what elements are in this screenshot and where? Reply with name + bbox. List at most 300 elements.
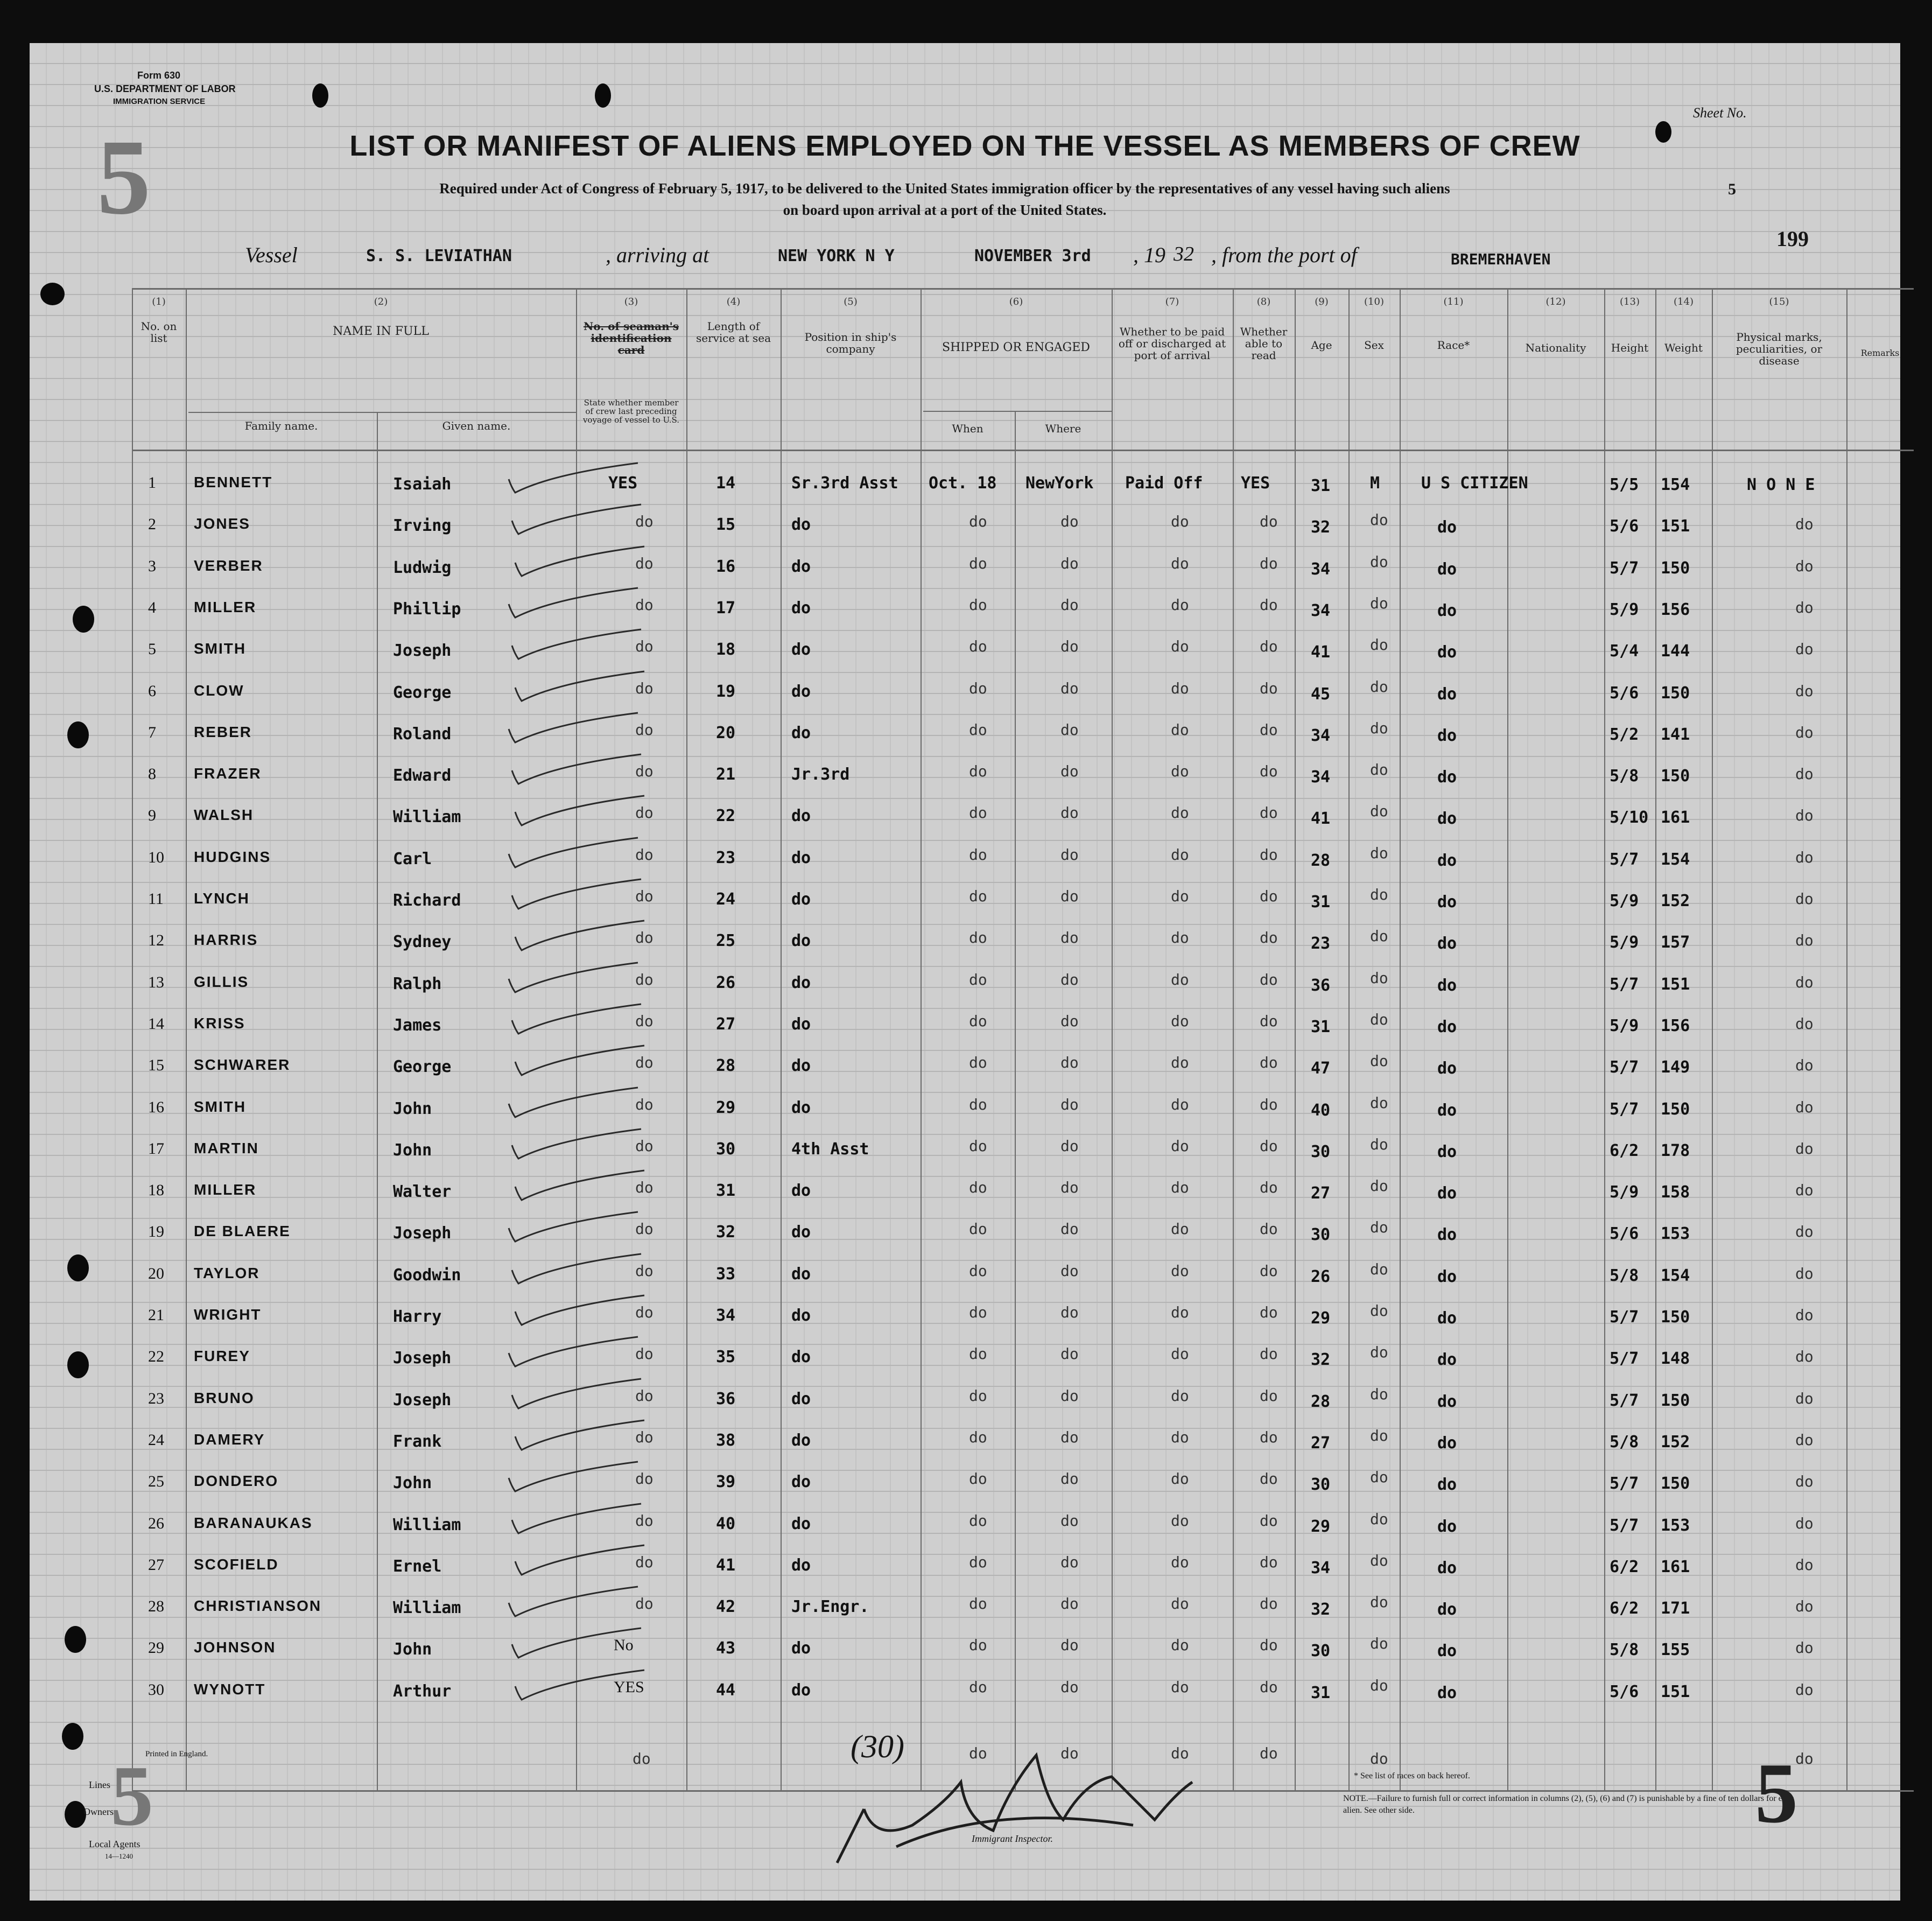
length-of-service: 39 (716, 1473, 736, 1492)
able-to-read: do (1260, 1386, 1278, 1405)
header-when: When (952, 422, 983, 435)
able-to-read: do (1260, 804, 1278, 822)
check-mark (510, 1043, 655, 1081)
trailing-ditto: do (1795, 1750, 1814, 1768)
height: 5/5 (1610, 475, 1639, 494)
weight: 150 (1661, 767, 1690, 786)
row-number: 21 (148, 1306, 164, 1324)
family-name: MARTIN (194, 1139, 259, 1156)
position: do (791, 848, 811, 867)
col-num: (12) (1545, 296, 1566, 307)
race: do (1437, 1350, 1457, 1370)
family-name: KRISS (194, 1014, 245, 1032)
age: 30 (1311, 1225, 1331, 1245)
page-number: 199 (1776, 227, 1809, 251)
col-num: (15) (1769, 296, 1789, 307)
punch-hole (65, 1626, 86, 1653)
header-name-in-full: NAME IN FULL (333, 325, 429, 338)
shipped-when: do (969, 1678, 987, 1696)
header-previous-voyage: State whether member of crew last preceding voyage of vessel to U.S. (582, 398, 680, 425)
shipped-when: do (969, 1345, 987, 1363)
check-mark (510, 1418, 655, 1455)
family-name: HUDGINS (194, 848, 271, 865)
department: U.S. DEPARTMENT OF LABOR (94, 83, 236, 94)
header-weight: Weight (1664, 341, 1703, 354)
header-shipped-engaged: SHIPPED OR ENGAGED (942, 341, 1090, 354)
race: do (1437, 1142, 1457, 1161)
paid-off: do (1171, 720, 1189, 739)
physical-marks: do (1795, 1098, 1814, 1116)
paid-off: do (1171, 595, 1189, 614)
age: 34 (1311, 1558, 1331, 1578)
race: do (1437, 1642, 1457, 1661)
from-port: BREMERHAVEN (1451, 250, 1551, 268)
family-name: MILLER (194, 1181, 257, 1198)
position: do (791, 1348, 811, 1367)
given-name: John (393, 1640, 432, 1659)
age: 31 (1311, 1017, 1331, 1036)
row-number: 10 (148, 848, 164, 866)
paid-off: do (1171, 887, 1189, 905)
height: 5/2 (1610, 725, 1639, 744)
shipped-when: do (969, 804, 987, 822)
physical-marks: do (1795, 1014, 1814, 1033)
shipped-when: do (969, 1137, 987, 1155)
row-number: 11 (148, 890, 164, 908)
family-name: FUREY (194, 1348, 250, 1365)
age: 28 (1311, 851, 1331, 870)
form-code: 14—1240 (105, 1852, 133, 1860)
previous-voyage: do (635, 1345, 654, 1363)
height: 5/9 (1610, 892, 1639, 910)
shipped-when: do (969, 970, 987, 988)
race: do (1437, 768, 1457, 787)
sex: do (1370, 1426, 1388, 1445)
length-of-service: 14 (716, 474, 736, 493)
family-name: DONDERO (194, 1473, 279, 1490)
paid-off: do (1171, 1261, 1189, 1280)
header-sex: Sex (1364, 339, 1384, 352)
physical-marks: do (1795, 973, 1814, 991)
physical-marks: do (1795, 682, 1814, 700)
race: do (1437, 1309, 1457, 1328)
height: 5/7 (1610, 558, 1639, 578)
weight: 171 (1661, 1599, 1690, 1618)
given-name: Ernel (393, 1557, 442, 1576)
check-mark (503, 1085, 649, 1123)
able-to-read: do (1260, 554, 1278, 572)
row-number: 9 (148, 807, 156, 825)
punch-hole (40, 283, 65, 305)
height: 5/9 (1610, 1016, 1639, 1035)
position: do (791, 890, 811, 909)
col-num: (8) (1256, 296, 1271, 307)
previous-voyage: do (635, 1054, 654, 1072)
family-name: JONES (194, 515, 250, 532)
physical-marks: N O N E (1747, 475, 1815, 494)
shipped-where: do (1060, 720, 1079, 739)
length-of-service: 44 (716, 1680, 736, 1700)
year-label: , 19 (1133, 243, 1165, 267)
row-number: 7 (148, 723, 156, 741)
penalty-note: NOTE.—Failure to furnish full or correct information in columns (2), (5), (6) and (7) is punishable by a fine of ten dollars for each alien. See other side. (1343, 1794, 1794, 1815)
previous-voyage: No (614, 1636, 634, 1654)
shipped-where: do (1060, 1137, 1079, 1155)
position: do (791, 682, 811, 701)
able-to-read: do (1260, 1220, 1278, 1238)
row-number: 4 (148, 598, 156, 616)
race: do (1437, 1100, 1457, 1120)
shipped-when: do (969, 1428, 987, 1446)
shipped-where: do (1060, 1054, 1079, 1072)
col-num: (6) (1009, 296, 1023, 307)
sex: do (1370, 636, 1388, 654)
row-number: 28 (148, 1597, 164, 1616)
shipped-when: do (969, 1636, 987, 1654)
sheet-label: Sheet No. (1693, 105, 1747, 121)
given-name: Richard (393, 891, 461, 910)
header-id-card: No. of seaman's identification card (583, 320, 679, 356)
race: do (1437, 518, 1457, 537)
big-numeral-right: 5 (1755, 1745, 1798, 1841)
given-name: John (393, 1140, 432, 1160)
given-name: Harry (393, 1307, 442, 1326)
family-name: CHRISTIANSON (194, 1597, 322, 1615)
height: 6/2 (1610, 1141, 1639, 1160)
position: do (791, 640, 811, 660)
position: do (791, 1431, 811, 1450)
row-number: 29 (148, 1639, 164, 1657)
given-name: Irving (393, 516, 452, 536)
header-physical-marks: Physical marks, peculiarities, or disease (1736, 331, 1823, 367)
position: do (791, 515, 811, 535)
able-to-read: do (1260, 720, 1278, 739)
previous-voyage: do (635, 1012, 654, 1030)
previous-voyage: do (635, 554, 654, 572)
sex: do (1370, 1635, 1388, 1653)
sex: do (1370, 802, 1388, 821)
height: 6/2 (1610, 1599, 1639, 1618)
given-name: Goodwin (393, 1265, 461, 1285)
shipped-when: do (969, 1261, 987, 1280)
length-of-service: 27 (716, 1014, 736, 1034)
previous-voyage: do (635, 1470, 654, 1488)
given-name: Roland (393, 724, 452, 744)
shipped-when: do (969, 1095, 987, 1113)
paid-off: do (1171, 1636, 1189, 1654)
able-to-read: YES (1241, 474, 1270, 493)
paid-off: do (1171, 1595, 1189, 1613)
punch-hole (67, 1351, 89, 1378)
trailing-ditto: do (1260, 1744, 1278, 1762)
weight: 151 (1661, 517, 1690, 536)
previous-voyage: do (635, 1553, 654, 1571)
header-length-service: Length of service at sea (695, 320, 771, 345)
sex: do (1370, 1551, 1388, 1569)
height: 5/7 (1610, 1474, 1639, 1494)
able-to-read: do (1260, 929, 1278, 947)
previous-voyage: YES (614, 1678, 644, 1696)
previous-voyage: do (635, 804, 654, 822)
given-name: John (393, 1099, 432, 1118)
age: 27 (1311, 1184, 1331, 1203)
physical-marks: do (1795, 1306, 1814, 1324)
weight: 150 (1661, 558, 1690, 578)
shipped-where: do (1060, 679, 1079, 697)
position: do (791, 1264, 811, 1284)
position: do (791, 1014, 811, 1034)
header-position: Position in ship's company (804, 331, 897, 355)
sex: M (1370, 474, 1380, 493)
sex: do (1370, 1052, 1388, 1070)
sex: do (1370, 1093, 1388, 1112)
race: do (1437, 893, 1457, 912)
check-mark (510, 1543, 655, 1580)
subtitle-line-1: Required under Act of Congress of February 5, 1917, to be delivered to the United States immigration officer by the representatives of any vessel having such aliens (439, 180, 1450, 197)
race: do (1437, 976, 1457, 995)
physical-marks: do (1795, 1555, 1814, 1574)
weight: 161 (1661, 1557, 1690, 1576)
able-to-read: do (1260, 1179, 1278, 1197)
punch-hole (67, 1254, 89, 1281)
paid-off: do (1171, 554, 1189, 572)
physical-marks: do (1795, 1680, 1814, 1699)
col-num: (1) (152, 296, 166, 307)
paid-off: do (1171, 679, 1189, 697)
shipped-where: do (1060, 637, 1079, 656)
row-number: 5 (148, 640, 156, 658)
big-numeral-left: 5 (110, 1748, 153, 1843)
able-to-read: do (1260, 1636, 1278, 1654)
header-where: Where (1045, 422, 1081, 435)
physical-marks: do (1795, 1389, 1814, 1407)
family-name: SMITH (194, 1098, 247, 1115)
age: 31 (1311, 476, 1331, 495)
shipped-where: do (1060, 1303, 1079, 1321)
subtitle-line-2: on board upon arrival at a port of the United States. (783, 202, 1107, 218)
header-age: Age (1311, 339, 1332, 352)
check-mark (503, 1459, 649, 1497)
age: 41 (1311, 809, 1331, 829)
height: 5/10 (1610, 808, 1649, 828)
position: Jr.3rd (791, 765, 850, 784)
able-to-read: do (1260, 1428, 1278, 1446)
able-to-read: do (1260, 513, 1278, 531)
height: 5/8 (1610, 1640, 1639, 1660)
age: 32 (1311, 518, 1331, 537)
weight: 156 (1661, 1016, 1690, 1035)
able-to-read: do (1260, 1261, 1278, 1280)
row-number: 6 (148, 682, 156, 700)
weight: 178 (1661, 1141, 1690, 1160)
trailing-ditto: do (969, 1744, 987, 1762)
sex: do (1370, 1593, 1388, 1611)
given-name: Ralph (393, 974, 442, 993)
previous-voyage: do (635, 1386, 654, 1405)
check-mark (503, 960, 649, 998)
check-mark (507, 627, 652, 664)
height: 5/4 (1610, 642, 1639, 661)
position: Jr.Engr. (791, 1597, 869, 1617)
previous-voyage: do (635, 970, 654, 988)
shipped-where: do (1060, 1220, 1079, 1238)
paid-off: do (1171, 1303, 1189, 1321)
sex: do (1370, 1010, 1388, 1028)
paid-off: do (1171, 929, 1189, 947)
weight: 158 (1661, 1183, 1690, 1202)
form-number: Form 630 (137, 70, 181, 81)
able-to-read: do (1260, 970, 1278, 988)
family-name: VERBER (194, 557, 263, 574)
race: do (1437, 1600, 1457, 1619)
physical-marks: do (1795, 1514, 1814, 1532)
family-name: WALSH (194, 807, 254, 824)
length-of-service: 23 (716, 848, 736, 867)
able-to-read: do (1260, 1137, 1278, 1155)
height: 5/9 (1610, 933, 1639, 952)
able-to-read: do (1260, 1012, 1278, 1030)
row-number: 3 (148, 557, 156, 575)
row-number: 13 (148, 973, 164, 991)
length-of-service: 36 (716, 1389, 736, 1408)
physical-marks: do (1795, 931, 1814, 950)
shipped-when: do (969, 1303, 987, 1321)
family-name: SMITH (194, 640, 247, 657)
given-name: Ludwig (393, 558, 452, 577)
col-num: (14) (1674, 296, 1694, 307)
weight: 151 (1661, 1682, 1690, 1701)
sex: do (1370, 677, 1388, 696)
height: 5/6 (1610, 517, 1639, 536)
header-paid-off: Whether to be paid off or discharged at port of arrival (1118, 325, 1226, 362)
given-name: Carl (393, 849, 432, 868)
race: do (1437, 1184, 1457, 1203)
age: 26 (1311, 1267, 1331, 1286)
physical-marks: do (1795, 807, 1814, 825)
length-of-service: 32 (716, 1223, 736, 1242)
height: 5/6 (1610, 683, 1639, 703)
punch-hole (65, 1801, 86, 1828)
length-of-service: 25 (716, 931, 736, 951)
shipped-where: do (1060, 595, 1079, 614)
col-num: (11) (1443, 296, 1464, 307)
check-mark (510, 1293, 655, 1330)
manifest-sheet (30, 43, 1900, 1901)
previous-voyage: do (635, 1179, 654, 1197)
able-to-read: do (1260, 845, 1278, 864)
shipped-where: do (1060, 1261, 1079, 1280)
paid-off: do (1171, 804, 1189, 822)
arriving-port: NEW YORK N Y (778, 247, 895, 265)
length-of-service: 34 (716, 1306, 736, 1325)
header-family-name: Family name. (244, 419, 318, 432)
age: 40 (1311, 1100, 1331, 1120)
age: 34 (1311, 768, 1331, 787)
height: 6/2 (1610, 1557, 1639, 1576)
paid-off: do (1171, 1511, 1189, 1530)
col-num: (7) (1165, 296, 1179, 307)
check-mark (503, 835, 649, 873)
inspector-signature (832, 1723, 1198, 1884)
shipped-when: do (969, 1595, 987, 1613)
able-to-read: do (1260, 762, 1278, 781)
length-of-service: 29 (716, 1098, 736, 1117)
row-number: 25 (148, 1473, 164, 1491)
lines-label: Lines (89, 1779, 110, 1790)
able-to-read: do (1260, 1553, 1278, 1571)
position: do (791, 1639, 811, 1658)
height: 5/7 (1610, 1058, 1639, 1077)
paid-off: do (1171, 1345, 1189, 1363)
position: do (791, 723, 811, 742)
arriving-label: , arriving at (606, 243, 709, 267)
physical-marks: do (1795, 1597, 1814, 1616)
paid-off: do (1171, 1012, 1189, 1030)
weight: 150 (1661, 1474, 1690, 1494)
position: 4th Asst (791, 1139, 869, 1159)
shipped-when: do (969, 595, 987, 614)
position: do (791, 1223, 811, 1242)
position: do (791, 1056, 811, 1076)
paid-off: do (1171, 845, 1189, 864)
row-number: 20 (148, 1264, 164, 1282)
family-name: DE BLAERE (194, 1223, 291, 1240)
shipped-when: do (969, 637, 987, 656)
given-name: Isaiah (393, 475, 452, 494)
shipped-where: do (1060, 1179, 1079, 1197)
physical-marks: do (1795, 1223, 1814, 1241)
weight: 154 (1661, 1266, 1690, 1285)
age: 28 (1311, 1392, 1331, 1411)
given-name: Joseph (393, 1349, 452, 1368)
previous-voyage: do (635, 887, 654, 905)
given-name: William (393, 1599, 461, 1618)
age: 29 (1311, 1309, 1331, 1328)
age: 30 (1311, 1475, 1331, 1495)
count-note: (30) (851, 1729, 904, 1764)
previous-voyage: do (635, 720, 654, 739)
trailing-ditto: do (1370, 1750, 1388, 1768)
physical-marks: do (1795, 557, 1814, 575)
vessel-name: S. S. LEVIATHAN (366, 247, 512, 265)
check-mark (510, 918, 655, 956)
position: Sr.3rd Asst (791, 474, 898, 493)
age: 31 (1311, 1683, 1331, 1702)
able-to-read: do (1260, 637, 1278, 656)
shipped-where: do (1060, 1428, 1079, 1446)
weight: 153 (1661, 1224, 1690, 1244)
given-name: Joseph (393, 1390, 452, 1410)
length-of-service: 42 (716, 1597, 736, 1617)
family-name: WRIGHT (194, 1306, 262, 1323)
age: 36 (1311, 976, 1331, 995)
check-mark (507, 1126, 652, 1164)
check-mark (503, 1584, 649, 1622)
sex: do (1370, 1676, 1388, 1694)
row-number: 19 (148, 1223, 164, 1241)
check-mark (507, 1001, 652, 1039)
shipped-where: do (1060, 1470, 1079, 1488)
length-of-service: 26 (716, 973, 736, 992)
age: 32 (1311, 1350, 1331, 1370)
position: do (791, 557, 811, 576)
check-mark (510, 1168, 655, 1205)
paid-off: do (1171, 1220, 1189, 1238)
able-to-read: do (1260, 887, 1278, 905)
weight: 153 (1661, 1516, 1690, 1535)
race: U S CITIZEN (1421, 474, 1528, 493)
weight: 156 (1661, 600, 1690, 619)
